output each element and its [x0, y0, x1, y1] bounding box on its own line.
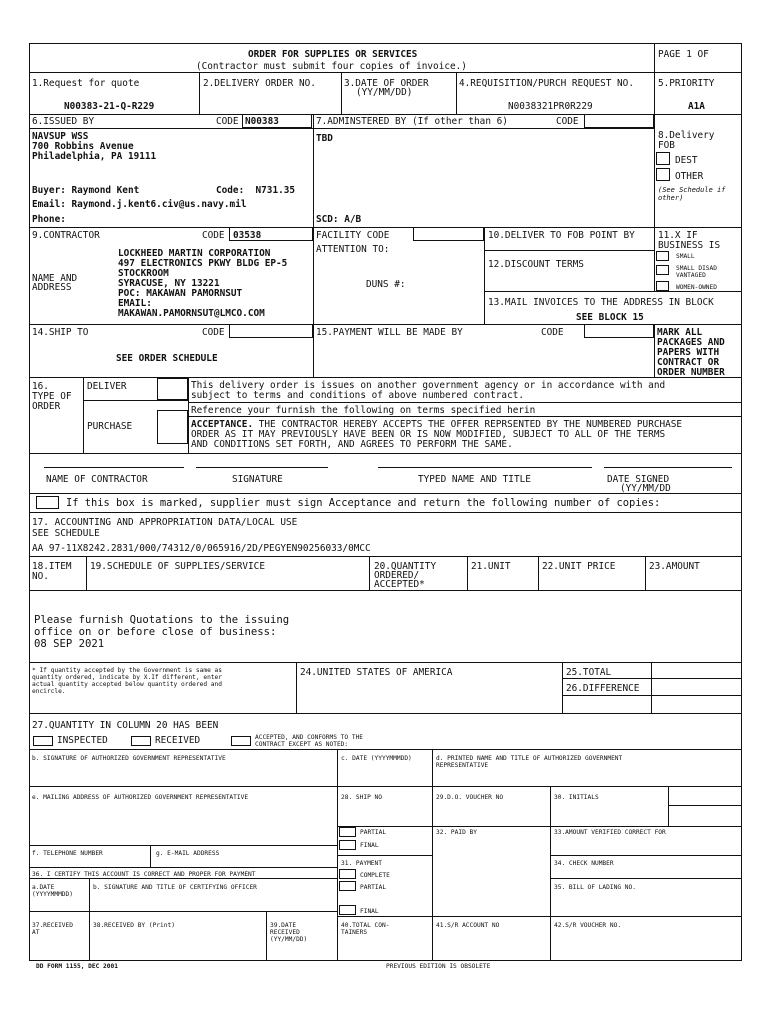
see-block-15: SEE BLOCK 15 — [576, 312, 644, 323]
mark-packages-2: PACKAGES AND — [657, 337, 725, 348]
sr-voucher-label: 42.S/R VOUCHER NO. — [554, 922, 622, 929]
divider — [29, 662, 742, 663]
divider — [654, 114, 655, 227]
divider — [369, 556, 370, 590]
ship-to-label: 14.SHIP TO — [32, 327, 89, 338]
amount-verified-label: 33.AMOUNT VERIFIED CORRECT FOR — [554, 829, 666, 836]
deliver-text: This delivery order is issues on another government agency or in accordance with and — [191, 380, 666, 391]
divider — [29, 72, 742, 73]
form-title: ORDER FOR SUPPLIES OR SERVICES — [248, 49, 418, 60]
divider — [83, 377, 84, 453]
contractor-email-label: EMAIL: — [118, 298, 152, 309]
complete-label: COMPLETE — [360, 872, 390, 879]
requisition-label: 4.REQUISITION/PURCH REQUEST NO. — [459, 78, 634, 89]
divider — [484, 227, 485, 324]
certifying-officer-label: b. SIGNATURE AND TITLE OF CERTIFYING OFFICER — [93, 884, 257, 891]
other-checkbox[interactable] — [656, 168, 670, 181]
name-address-label: NAME AND — [32, 273, 78, 284]
issued-code-value: N00383 — [245, 116, 279, 127]
issuer-city: Philadelphia, PA 19111 — [32, 151, 157, 162]
divider — [29, 867, 337, 868]
divider — [199, 72, 200, 114]
divider — [562, 662, 563, 713]
typed-name-line — [378, 467, 592, 468]
deliver-text-2: subject to terms and conditions of above numbered contract. — [191, 390, 525, 401]
divider — [668, 805, 742, 806]
order-date-format: (YY/MM/DD) — [356, 87, 413, 98]
acceptance-bold: ACCEPTANCE. — [191, 419, 254, 430]
contractor-stockroom: STOCKROOM — [118, 268, 169, 279]
type-of-order-label-2: TYPE OF — [32, 391, 72, 402]
check-number-label: 34. CHECK NUMBER — [554, 860, 614, 867]
facility-code-label: FACILITY CODE — [316, 230, 390, 241]
divider — [456, 72, 457, 114]
type-of-order-label: 16. — [32, 381, 49, 392]
partial-payment-checkbox[interactable] — [339, 881, 356, 891]
ship-to-value: SEE ORDER SCHEDULE — [116, 353, 218, 364]
order-date-label: 3.DATE OF ORDER — [344, 78, 429, 89]
previous-edition-note: PREVIOUS EDITION IS OBSOLETE — [386, 963, 491, 970]
contractor-code-label: CODE — [202, 230, 225, 241]
accounting-line: AA 97-11X8242.2831/000/74312/0/065916/2D/PEGYEN90256033/0MCC — [32, 543, 371, 554]
mark-packages-3: PAPERS WITH — [657, 347, 720, 358]
divider — [645, 556, 646, 590]
date-c-label: c. DATE (YYYYMMMDD) — [341, 755, 412, 762]
divider — [337, 749, 338, 786]
ship-code-label: CODE — [202, 327, 225, 338]
contractor-street: 497 ELECTRONICS PKWY BLDG EP-5 — [118, 258, 288, 269]
total-containers-label: 40.TOTAL CON- — [341, 922, 390, 929]
received-at-label-2: AT — [32, 929, 40, 936]
discount-terms-label: 12.DISCOUNT TERMS — [488, 259, 584, 270]
difference-label: 26.DIFFERENCE — [566, 683, 640, 694]
accepted-label: ACCEPTED, AND CONFORMS TO THE — [255, 734, 364, 741]
mark-packages-5: ORDER NUMBER — [657, 367, 725, 378]
divider — [550, 878, 742, 879]
issuer-name: NAVSUP WSS — [32, 131, 89, 142]
quantity-note-4: encircle. — [32, 688, 66, 695]
paid-by-label: 32. PAID BY — [436, 829, 477, 836]
email-address-label: g. E-MAIL ADDRESS — [156, 850, 220, 857]
administered-code-box — [584, 114, 654, 128]
printed-name-label-2: REPRESENTATIVE — [436, 762, 489, 769]
accepted-checkbox[interactable] — [231, 736, 251, 746]
received-by-label: 38.RECEIVED BY (Print) — [93, 922, 175, 929]
buyer-code: Code: N731.35 — [216, 185, 296, 196]
accepted-label-2: CONTRACT EXCEPT AS NOTED: — [255, 741, 349, 748]
divider — [29, 512, 742, 513]
buyer-email: Email: Raymond.j.kent6.civ@us.navy.mil — [32, 199, 247, 210]
date-received-label-2: RECEIVED — [270, 929, 300, 936]
divider — [337, 855, 432, 856]
divider — [550, 855, 742, 856]
divider — [313, 227, 314, 324]
complete-checkbox[interactable] — [339, 869, 356, 879]
quantity-note-2: quantity ordered, indicate by X.If different, enter — [32, 674, 222, 681]
ship-code-box — [229, 324, 313, 338]
type-of-order-label-3: ORDER — [32, 401, 61, 412]
quotation-due-date: 08 SEP 2021 — [34, 638, 105, 650]
purchase-checkbox[interactable] — [157, 410, 188, 444]
divider — [29, 493, 742, 494]
item-no-label: 18.ITEM — [32, 561, 72, 572]
cert-date-label: a.DATE — [32, 884, 55, 891]
divider — [29, 128, 313, 129]
total-containers-label-2: TAINERS — [341, 929, 368, 936]
payment-code-label: CODE — [541, 327, 564, 338]
form-number: DD FORM 1155, DEC 2001 — [36, 963, 118, 970]
divider — [313, 114, 314, 227]
disadvantaged-label-2: VANTAGED — [676, 272, 706, 279]
divider — [337, 916, 742, 917]
divider — [89, 911, 90, 961]
acceptance-text-2: ORDER AS IT MAY PREVIOUSLY HAVE BEEN OR IS NOW MODIFIED, SUBJECT TO ALL OF THE TERMS — [191, 429, 666, 440]
mail-invoices-label: 13.MAIL INVOICES TO THE ADDRESS IN BLOCK — [488, 297, 714, 308]
request-label: 1.Request for quote — [32, 78, 140, 89]
divider — [29, 786, 742, 787]
final-payment-checkbox[interactable] — [339, 905, 356, 915]
divider — [266, 911, 267, 961]
certify-label: 36. I CERTIFY THIS ACCOUNT IS CORRECT AND PROPER FOR PAYMENT — [32, 871, 256, 878]
divider — [654, 43, 655, 72]
quantity-note-3: actual quantity accepted below quantity ordered and — [32, 681, 222, 688]
signature-line — [196, 467, 328, 468]
disadvantaged-label: SMALL DISAD — [676, 265, 717, 272]
deliver-fob-label: 10.DELIVER TO FOB POINT BY — [488, 230, 635, 241]
divider — [29, 227, 742, 228]
divider — [341, 72, 342, 114]
received-checkbox[interactable] — [131, 736, 151, 746]
contractor-label: 9.CONTRACTOR — [32, 230, 100, 241]
payment-label: 15.PAYMENT WILL BE MADE BY — [316, 327, 463, 338]
priority-label: 5.PRIORITY — [658, 78, 715, 89]
unit-price-label: 22.UNIT PRICE — [542, 561, 616, 572]
divider — [29, 377, 742, 378]
facility-code-box — [413, 227, 484, 241]
disadvantaged-checkbox[interactable] — [656, 265, 669, 275]
divider — [538, 556, 539, 590]
address-label: ADDRESS — [32, 282, 72, 293]
voucher-no-label: 29.D.O. VOUCHER NO — [436, 794, 504, 801]
small-checkbox[interactable] — [656, 251, 669, 261]
deliver-checkbox[interactable] — [157, 378, 188, 400]
acceptance-text-3: AND CONDITIONS SET FORTH, AND AGREES TO PERFORM THE SAME. — [191, 439, 513, 450]
issued-by-label: 6.ISSUED BY — [32, 116, 95, 127]
dest-label: DEST — [675, 155, 698, 166]
divider — [86, 556, 87, 590]
page-number: PAGE 1 OF — [658, 49, 709, 60]
divider — [562, 678, 742, 679]
divider — [150, 845, 151, 867]
contractor-code-value: 03538 — [233, 230, 262, 241]
signature-label: SIGNATURE — [232, 474, 283, 485]
divider — [29, 911, 337, 912]
quotation-instruction: Please furnish Quotations to the issuing — [34, 614, 290, 626]
signature-rep-label: b. SIGNATURE OF AUTHORIZED GOVERNMENT REPRESENTATIVE — [32, 755, 226, 762]
contractor-name-label: NAME OF CONTRACTOR — [46, 474, 148, 485]
divider — [188, 402, 742, 403]
divider — [83, 400, 188, 401]
divider — [188, 416, 742, 417]
divider — [29, 556, 742, 557]
divider — [313, 128, 654, 129]
sr-account-label: 41.S/R ACCOUNT NO — [436, 922, 500, 929]
dest-checkbox[interactable] — [656, 152, 670, 165]
fob-note-2: other) — [658, 194, 684, 202]
date-signed-label: DATE SIGNED — [607, 474, 670, 485]
contractor-email: MAKAWAN.PAMORNSUT@LMCO.COM — [118, 308, 265, 319]
divider — [651, 662, 652, 713]
cert-date-format: (YYYYMMMDD) — [32, 891, 73, 898]
divider — [188, 377, 189, 453]
requisition-number: N0038321PR0R229 — [508, 101, 593, 112]
see-schedule: SEE SCHEDULE — [32, 528, 100, 539]
divider — [29, 713, 742, 714]
date-signed-format: (YY/MM/DD — [620, 483, 671, 494]
usa-label: 24.UNITED STATES OF AMERICA — [300, 667, 453, 678]
divider — [562, 695, 742, 696]
box-marked-text: If this box is marked, supplier must sign Acceptance and return the following number of copies: — [66, 497, 661, 509]
divider — [29, 749, 742, 750]
priority-value: A1A — [688, 101, 705, 112]
divider — [432, 826, 742, 827]
final-payment-label: FINAL — [360, 908, 379, 915]
purchase-label: PURCHASE — [87, 421, 133, 432]
final-checkbox[interactable] — [339, 840, 356, 850]
issuer-street: 700 Robbins Avenue — [32, 141, 134, 152]
schedule-label: 19.SCHEDULE OF SUPPLIES/SERVICE — [90, 561, 265, 572]
divider — [337, 786, 338, 961]
divider — [313, 324, 314, 377]
amount-label: 23.AMOUNT — [649, 561, 700, 572]
small-label: SMALL — [676, 253, 695, 260]
deliver-label: DELIVER — [87, 381, 127, 392]
contractor-name: LOCKHEED MARTIN CORPORATION — [118, 248, 271, 259]
item-no-label-2: NO. — [32, 571, 49, 582]
date-received-format: (YY/MM/DD) — [270, 936, 308, 943]
buyer-phone: Phone: — [32, 214, 66, 225]
typed-name-label: TYPED NAME AND TITLE — [418, 474, 531, 485]
form-subtitle: (Contractor must submit four copies of invoice.) — [196, 61, 467, 72]
accounting-label: 17. ACCOUNTING AND APPROPRIATION DATA/LOCAL USE — [32, 517, 298, 528]
business-label-2: BUSINESS IS — [658, 240, 721, 251]
scd-value: SCD: A/B — [316, 214, 362, 225]
contractor-poc: POC: MAKAWAN PAMORNSUT — [118, 288, 243, 299]
administered-code-label: CODE — [556, 116, 579, 127]
quantity-note: * If quantity accepted by the Government is same as — [32, 667, 222, 674]
printed-name-label: d. PRINTED NAME AND TITLE OF AUTHORIZED GOVERNMENT — [436, 755, 623, 762]
received-at-label: 37.RECEIVED — [32, 922, 73, 929]
payment-code-box — [584, 324, 654, 338]
divider — [550, 786, 551, 961]
final-label: FINAL — [360, 842, 379, 849]
ship-no-label: 28. SHIP NO — [341, 794, 382, 801]
received-label: RECEIVED — [155, 735, 201, 746]
quantity-label: 20.QUANTITY — [374, 561, 437, 572]
contractor-name-line — [44, 467, 184, 468]
payment-31-label: 31. PAYMENT — [341, 860, 382, 867]
other-label: OTHER — [675, 171, 704, 182]
bill-of-lading-label: 35. BILL OF LADING NO. — [554, 884, 636, 891]
quantity-label-2: ORDERED/ — [374, 570, 420, 581]
divider — [29, 590, 742, 591]
administered-value: TBD — [316, 133, 333, 144]
date-received-label: 39.DATE — [270, 922, 297, 929]
contractor-city: SYRACUSE, NY 13221 — [118, 278, 220, 289]
reference-text: Reference your furnish the following on terms specified herin — [191, 405, 536, 416]
request-number: N00383-21-Q-R229 — [64, 101, 155, 112]
divider — [29, 845, 337, 846]
divider — [654, 227, 655, 291]
divider — [29, 453, 742, 454]
unit-label: 21.UNIT — [471, 561, 511, 572]
mark-packages-4: CONTRACT OR — [657, 357, 720, 368]
duns-label: DUNS #: — [366, 279, 406, 290]
mark-packages: MARK ALL — [657, 327, 703, 338]
divider — [654, 324, 655, 377]
attention-label: ATTENTION TO: — [316, 244, 390, 255]
partial-label: PARTIAL — [360, 829, 387, 836]
issued-code-label: CODE — [216, 116, 239, 127]
divider — [89, 878, 90, 911]
copies-checkbox[interactable] — [36, 496, 59, 509]
quotation-instruction-2: office on or before close of business: — [34, 626, 277, 638]
partial-checkbox[interactable] — [339, 827, 356, 837]
divider — [432, 749, 433, 786]
telephone-label: f. TELEPHONE NUMBER — [32, 850, 103, 857]
divider — [432, 786, 433, 961]
fob-label: FOB — [658, 140, 675, 151]
business-label: 11.X IF — [658, 230, 698, 241]
total-label: 25.TOTAL — [566, 667, 612, 678]
divider — [668, 786, 669, 826]
partial-payment-label: PARTIAL — [360, 884, 387, 891]
divider — [29, 878, 337, 879]
inspected-label: INSPECTED — [57, 735, 108, 746]
inspected-checkbox[interactable] — [33, 736, 53, 746]
mailing-address-label: e. MAILING ADDRESS OF AUTHORIZED GOVERNMENT REPRESENTATIVE — [32, 794, 249, 801]
initials-label: 30. INITIALS — [554, 794, 599, 801]
administered-label: 7.ADMINSTERED BY (If other than 6) — [316, 116, 508, 127]
quantity-label-3: ACCEPTED* — [374, 579, 425, 590]
women-owned-checkbox[interactable] — [656, 281, 669, 291]
delivery-order-label: 2.DELIVERY ORDER NO. — [203, 78, 316, 89]
divider — [484, 250, 654, 251]
divider — [484, 291, 742, 292]
delivery-fob-label: 8.Delivery — [658, 130, 715, 141]
quantity-column-label: 27.QUANTITY IN COLUMN 20 HAS BEEN — [32, 720, 219, 731]
fob-note: (See Schedule if — [658, 186, 726, 194]
date-signed-line — [604, 467, 732, 468]
divider — [296, 662, 297, 713]
divider — [467, 556, 468, 590]
divider — [654, 72, 655, 114]
acceptance-text-1: THE CONTRACTOR HEREBY ACCEPTS THE OFFER REPRSENTED BY THE NUMBERED PURCHASE — [253, 419, 683, 430]
women-owned-label: WOMEN-OWNED — [676, 284, 717, 291]
buyer-name: Buyer: Raymond Kent — [32, 185, 140, 196]
